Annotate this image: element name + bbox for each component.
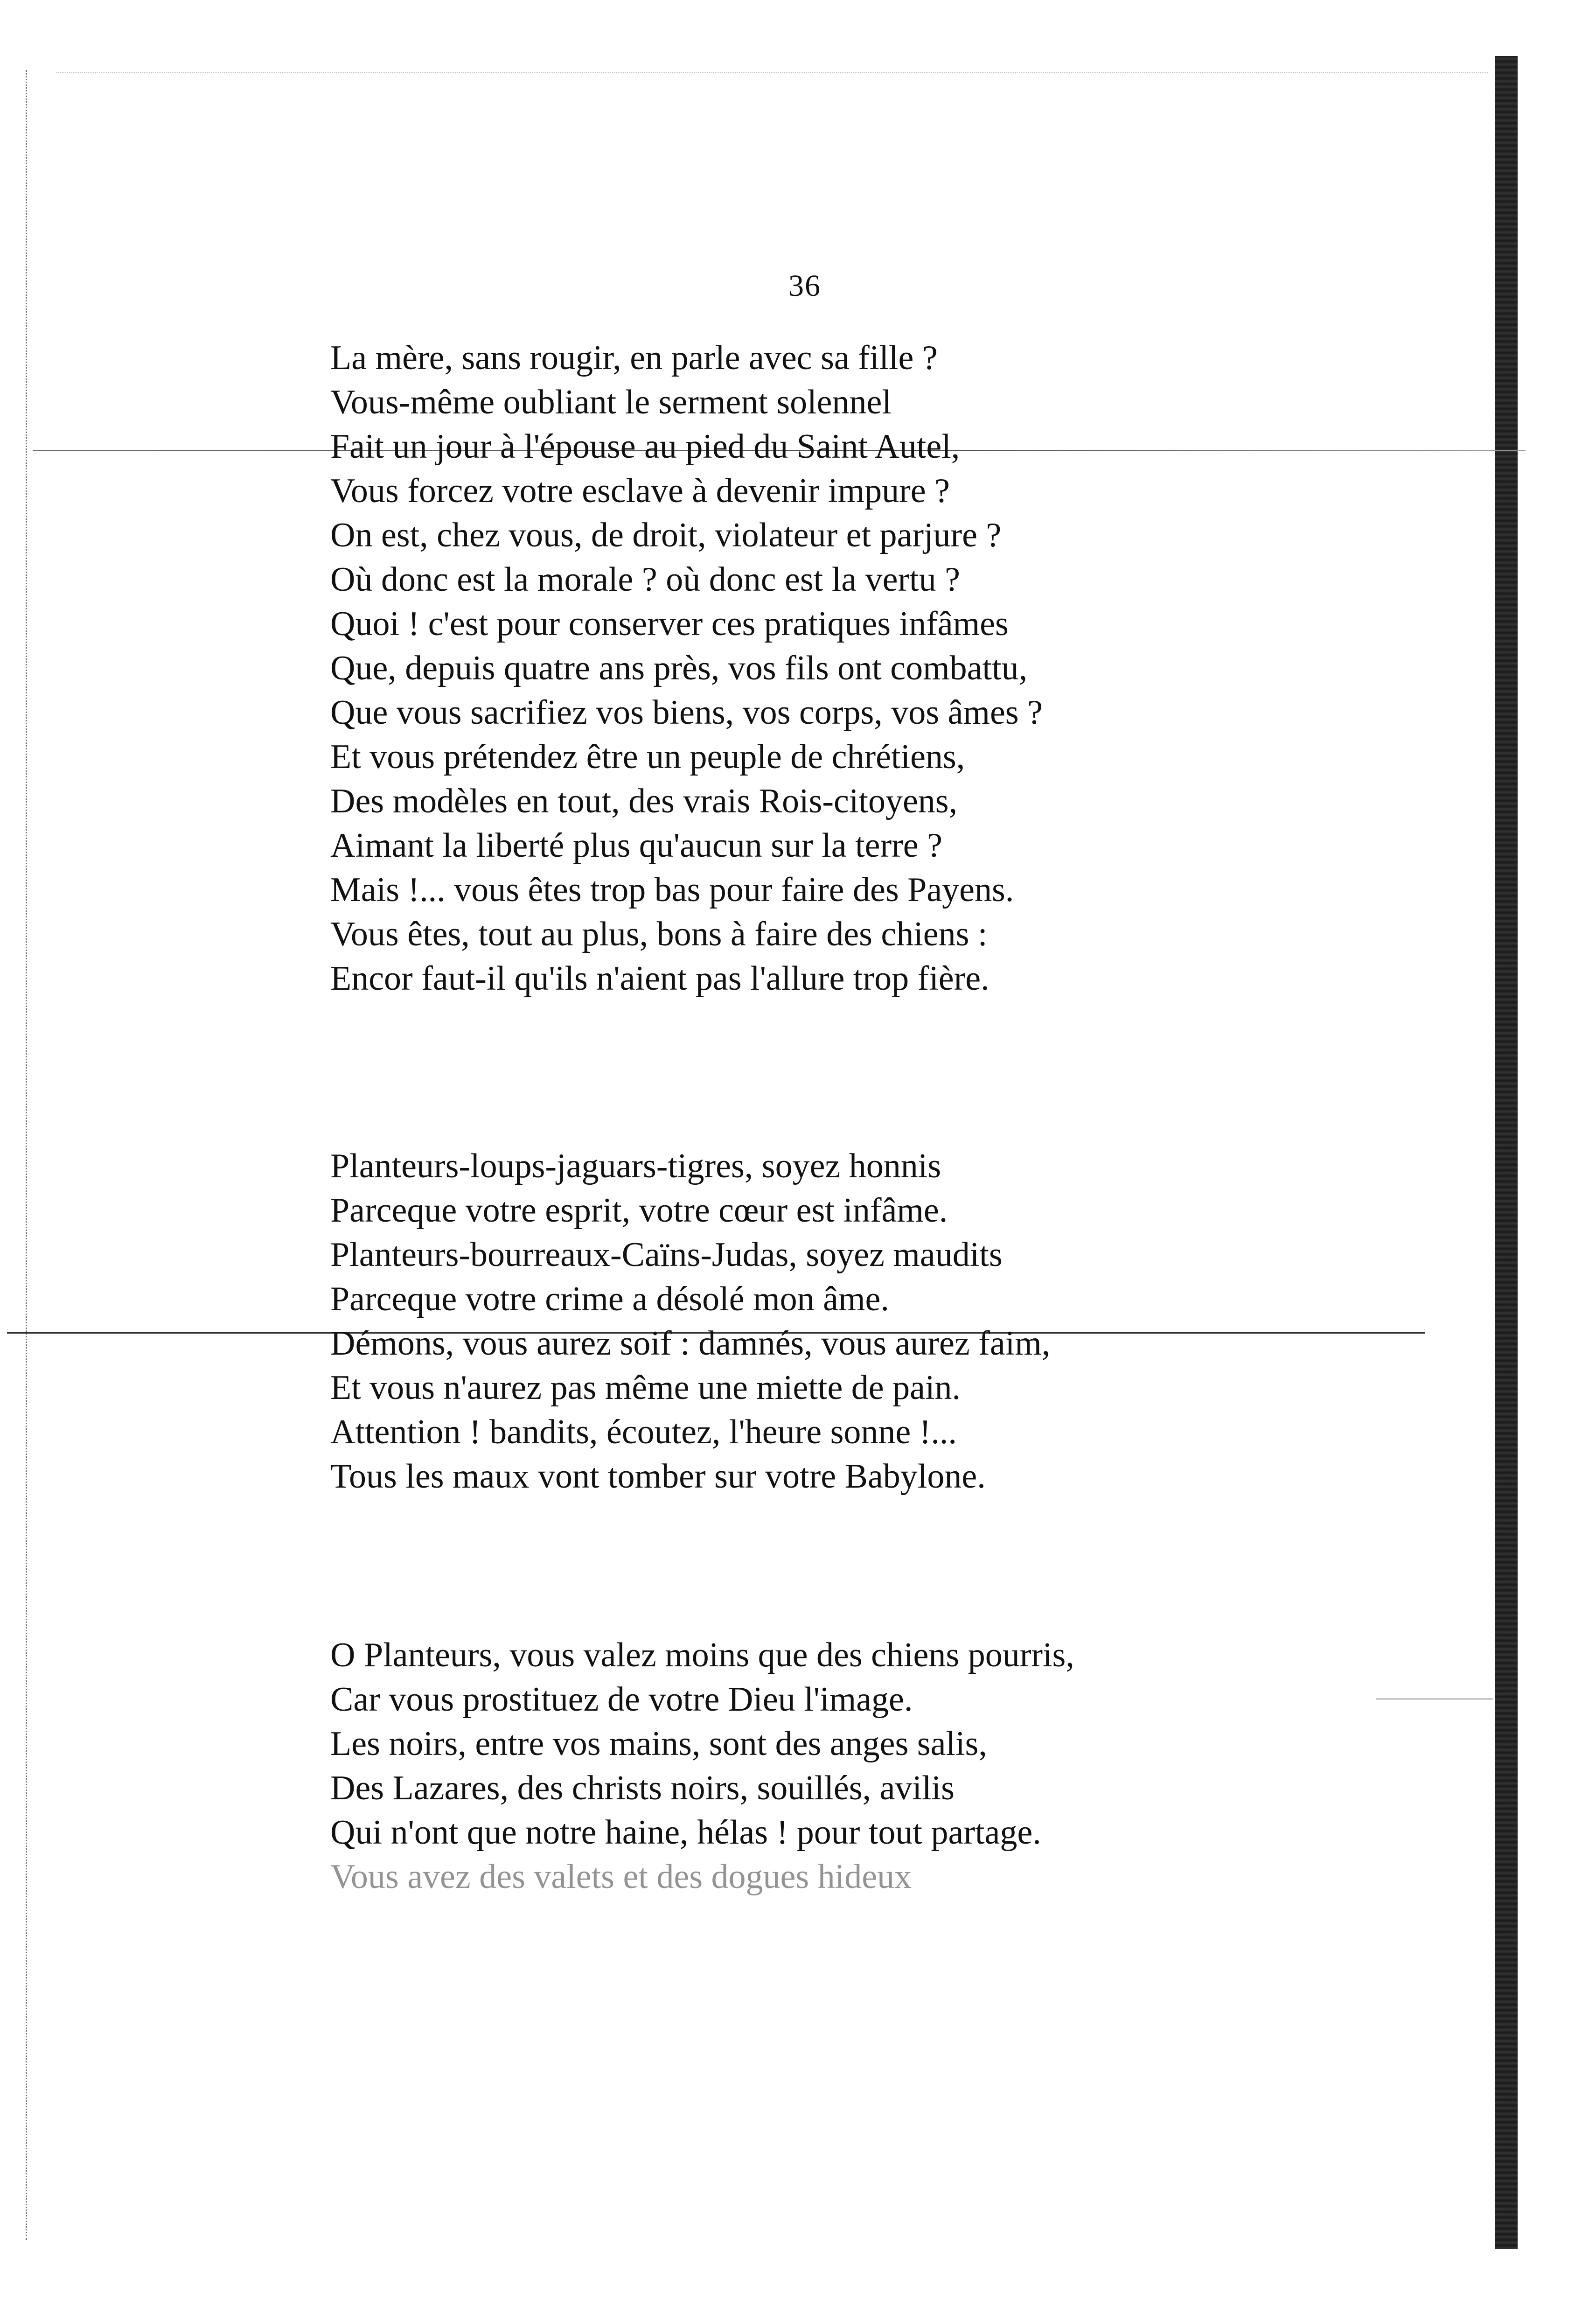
verse-line: Que vous sacrifiez vos biens, vos corps, vos âmes ? <box>330 693 1043 732</box>
verse-line: Mais !... vous êtes trop bas pour faire des Payens. <box>330 871 1014 909</box>
verse-line: Vous avez des valets et des dogues hideux <box>330 1858 912 1896</box>
verse-line: Attention ! bandits, écoutez, l'heure sonne !... <box>330 1413 957 1451</box>
verse-line: Fait un jour à l'épouse au pied du Saint Autel, <box>330 427 960 466</box>
verse-line: Vous êtes, tout au plus, bons à faire des chiens : <box>330 915 988 953</box>
verse-line: Car vous prostituez de votre Dieu l'image. <box>330 1680 913 1719</box>
verse-line: O Planteurs, vous valez moins que des chiens pourris, <box>330 1636 1074 1674</box>
verse-line: La mère, sans rougir, en parle avec sa fille ? <box>330 339 938 377</box>
verse-line: Encor faut-il qu'ils n'aient pas l'allure trop fière. <box>330 959 990 998</box>
verse-line: Vous forcez votre esclave à devenir impure ? <box>330 472 950 510</box>
verse-line: Planteurs-loups-jaguars-tigres, soyez honnis <box>330 1147 941 1185</box>
scan-binding-edge <box>1495 56 1518 2249</box>
verse-line: Qui n'ont que notre haine, hélas ! pour tout partage. <box>330 1813 1041 1852</box>
stanza-1 <box>330 336 1043 1001</box>
verse-line: Des Lazares, des christs noirs, souillés, avilis <box>330 1769 955 1807</box>
verse-line: Parceque votre crime a désolé mon âme. <box>330 1280 889 1318</box>
stanza-2 <box>330 1144 1050 1499</box>
verse-line: Et vous n'aurez pas même une miette de pain. <box>330 1369 961 1407</box>
stanza-3 <box>330 1633 1074 1899</box>
verse-line: Tous les maux vont tomber sur votre Babylone. <box>330 1457 986 1496</box>
verse-line: Vous-même oubliant le serment solennel <box>330 383 892 421</box>
verse-line: On est, chez vous, de droit, violateur et parjure ? <box>330 516 1002 554</box>
verse-line: Et vous prétendez être un peuple de chrétiens, <box>330 738 965 776</box>
verse-line: Des modèles en tout, des vrais Rois-citoyens, <box>330 782 958 820</box>
scan-left-margin <box>26 70 31 2240</box>
verse-line: Aimant la liberté plus qu'aucun sur la terre ? <box>330 826 942 865</box>
page-number: 36 <box>788 269 821 303</box>
verse-line: Quoi ! c'est pour conserver ces pratiques infâmes <box>330 605 1009 643</box>
verse-line: Où donc est la morale ? où donc est la vertu ? <box>330 560 961 599</box>
verse-line: Que, depuis quatre ans près, vos fils ont combattu, <box>330 649 1028 687</box>
verse-line: Parceque votre esprit, votre cœur est infâme. <box>330 1191 948 1230</box>
verse-line: Les noirs, entre vos mains, sont des anges salis, <box>330 1725 987 1763</box>
scan-top-dots <box>56 72 1488 73</box>
verse-line: Planteurs-bourreaux-Caïns-Judas, soyez maudits <box>330 1236 1003 1274</box>
verse-line: Démons, vous aurez soif : damnés, vous aurez faim, <box>330 1324 1051 1363</box>
